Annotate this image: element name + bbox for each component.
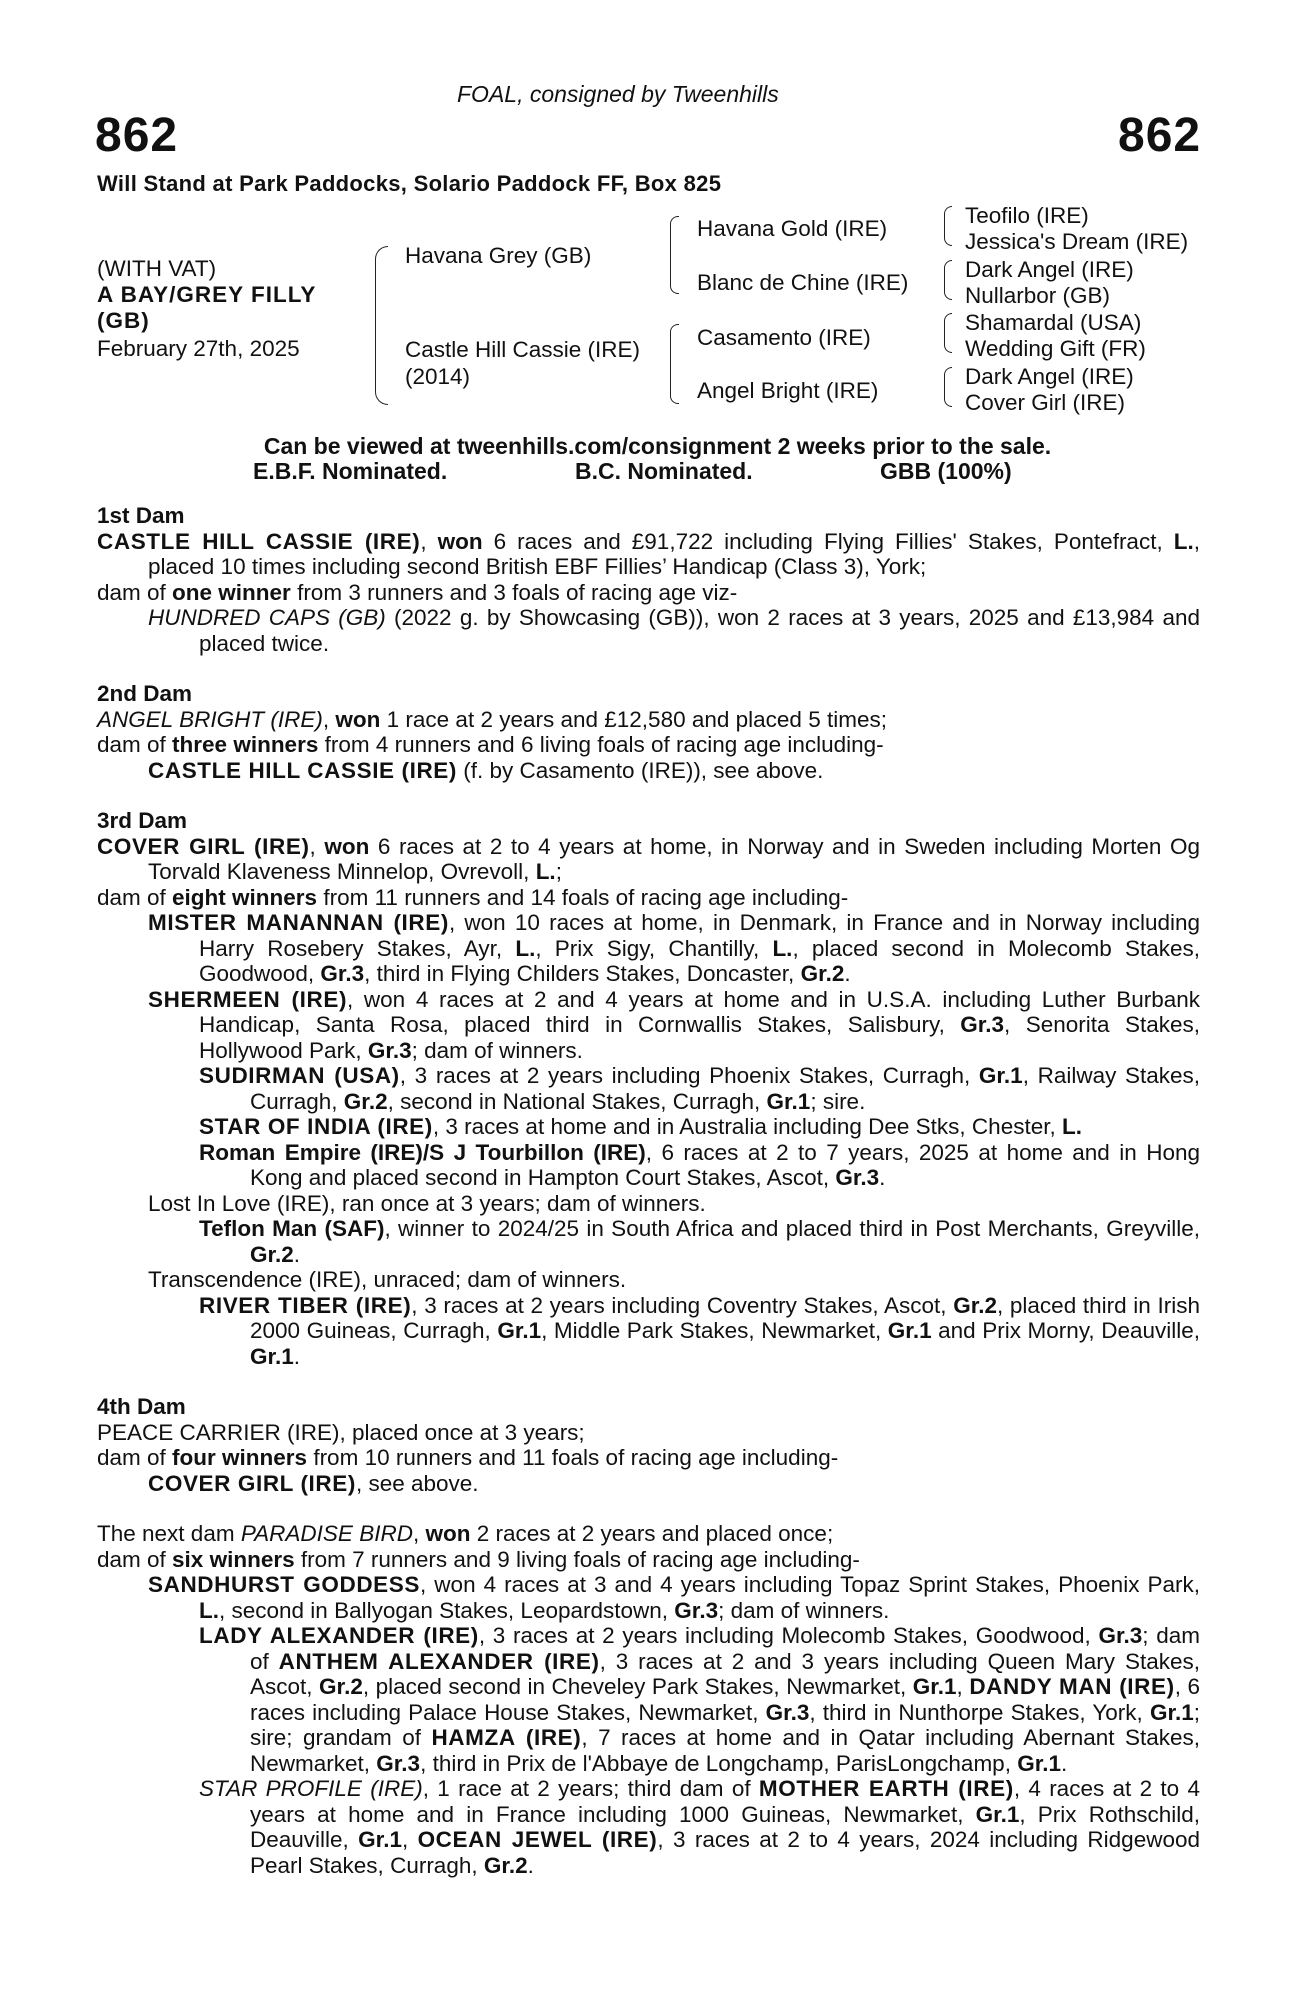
progeny-transcendence: Transcendence (IRE), unraced; dam of winners. <box>148 1267 627 1292</box>
pedigree-dam-sire: Casamento (IRE) <box>697 325 871 350</box>
viewing-note: Can be viewed at tweenhills.com/consignment 2 weeks prior to the sale. <box>263 433 1052 459</box>
progeny-teflon-man: Teflon Man (SAF), winner to 2024/25 in South Africa and placed third in Post Merchants, Greyville, Gr.2. <box>199 1216 1201 1267</box>
pedigree-brace-g2 <box>944 260 952 300</box>
foaling-date: February 27th, 2025 <box>97 336 300 361</box>
pedigree-dam: Castle Hill Cassie (IRE) <box>405 337 641 362</box>
consignor-title: FOAL, consigned by Tweenhills <box>457 81 779 107</box>
progeny-star-profile: STAR PROFILE (IRE), 1 race at 2 years; third dam of MOTHER EARTH (IRE), 4 races at 2 to 4 years at home and in France including 1000 Guineas, Newmarket, Gr.1, Prix Rothschild, Deauville, Gr.1, OCEAN JEWEL (IRE), 3 races at 2 to 4 years, 2024 including Ridgewood Pearl Stakes, Curragh, Gr.2. <box>199 1776 1201 1878</box>
pedigree-g4: Nullarbor (GB) <box>965 283 1111 308</box>
lot-number-right: 862 <box>1118 109 1202 162</box>
progeny-roman-empire: Roman Empire (IRE)/S J Tourbillon (IRE), 6 races at 2 to 7 years, 2025 at home and in Hong Kong and placed second in Hampton Court Stakes, Ascot, Gr.3. <box>199 1139 1200 1190</box>
progeny-sandhurst-goddess: SANDHURST GODDESS, won 4 races at 3 and 4 years including Topaz Sprint Stakes, Phoenix Park, L., second in Ballyogan Stakes, Leopardstown, Gr.3; dam of winners. <box>148 1572 1200 1623</box>
progeny-shermeen: SHERMEEN (IRE), won 4 races at 2 and 4 years at home and in U.S.A. including Luther Burbank Handicap, Santa Rosa, placed third in Cornwallis Stakes, Salisbury, Gr.3, Senorita Stakes, Hollywood Park, Gr.3; dam of winners. <box>148 986 1200 1063</box>
pedigree-brace-g3 <box>944 313 952 353</box>
first-dam-progeny: HUNDRED CAPS (GB) (2022 g. by Showcasing (GB)), won 2 races at 3 years, 2025 and £13,984 and placed twice. <box>148 605 1200 656</box>
progeny-river-tiber: RIVER TIBER (IRE), 3 races at 2 years including Coventry Stakes, Ascot, Gr.2, placed third in Irish 2000 Guineas, Curragh, Gr.1, Middle Park Stakes, Newmarket, Gr.1 and Prix Morny, Deauville, Gr.1. <box>199 1292 1201 1369</box>
fourth-dam-heading: 4th Dam <box>97 1394 186 1419</box>
pedigree-g7: Dark Angel (IRE) <box>965 364 1134 389</box>
second-dam-heading: 2nd Dam <box>97 681 193 706</box>
ebf-nomination: E.B.F. Nominated. <box>253 458 448 484</box>
fourth-dam-progeny: COVER GIRL (IRE), see above. <box>148 1470 479 1496</box>
pedigree-dam-year: (2014) <box>405 364 471 389</box>
stand-location: Will Stand at Park Paddocks, Solario Paddock FF, Box 825 <box>97 171 722 196</box>
first-dam-produce-summary: dam of one winner from 3 runners and 3 foals of racing age viz- <box>97 579 738 605</box>
pedigree-g6: Wedding Gift (FR) <box>965 336 1146 361</box>
pedigree-sire-sire: Havana Gold (IRE) <box>697 216 888 241</box>
pedigree-sire: Havana Grey (GB) <box>405 243 592 268</box>
pedigree-brace-g4 <box>944 367 952 407</box>
pedigree-brace-gen1 <box>375 246 388 405</box>
fourth-dam-produce-summary: dam of four winners from 10 runners and 11 foals of racing age including- <box>97 1445 839 1470</box>
second-dam-record: ANGEL BRIGHT (IRE), won 1 race at 2 years and £12,580 and placed 5 times; <box>97 706 887 732</box>
pedigree-g3: Dark Angel (IRE) <box>965 257 1134 282</box>
pedigree-brace-dam <box>670 324 679 404</box>
bc-nomination: B.C. Nominated. <box>575 458 753 484</box>
pedigree-g2: Jessica's Dream (IRE) <box>965 229 1189 254</box>
progeny-mister-manannan: MISTER MANANNAN (IRE), won 10 races at home, in Denmark, in France and in Norway including Harry Rosebery Stakes, Ayr, L., Prix Sigy, Chantilly, L., placed second in Molecomb Stakes, Goodwood, Gr.3, third in Flying Childers Stakes, Doncaster, Gr.2. <box>148 910 1200 986</box>
progeny-lost-in-love: Lost In Love (IRE), ran once at 3 years; dam of winners. <box>148 1190 706 1216</box>
second-dam-produce-summary: dam of three winners from 4 runners and 6 living foals of racing age including- <box>97 732 884 757</box>
pedigree-brace-sire <box>670 216 679 294</box>
pedigree-g1: Teofilo (IRE) <box>965 203 1089 228</box>
progeny-star-of-india: STAR OF INDIA (IRE), 3 races at home and in Australia including Dee Stks, Chester, L. <box>199 1114 1082 1139</box>
vat-note: (WITH VAT) <box>97 256 217 281</box>
gbb-rating: GBB (100%) <box>880 458 1012 484</box>
horse-origin: (GB) <box>97 308 150 333</box>
pedigree-sire-dam: Blanc de Chine (IRE) <box>697 270 909 295</box>
next-dam-record: The next dam PARADISE BIRD, won 2 races at 2 years and placed once; <box>97 1521 834 1546</box>
progeny-sudirman: SUDIRMAN (USA), 3 races at 2 years including Phoenix Stakes, Curragh, Gr.1, Railway Stakes, Curragh, Gr.2, second in National Stakes, Curragh, Gr.1; sire. <box>199 1063 1201 1114</box>
pedigree-g5: Shamardal (USA) <box>965 310 1142 335</box>
pedigree-g8: Cover Girl (IRE) <box>965 390 1126 415</box>
next-dam-produce-summary: dam of six winners from 7 runners and 9 living foals of racing age including- <box>97 1546 860 1572</box>
pedigree-brace-g1 <box>944 206 952 246</box>
third-dam-produce-summary: dam of eight winners from 11 runners and 14 foals of racing age including- <box>97 884 849 910</box>
first-dam-record: CASTLE HILL CASSIE (IRE), won 6 races and £91,722 including Flying Fillies' Stakes, Pontefract, L., placed 10 times including second British EBF Fillies’ Handicap (Class 3), York; <box>97 528 1200 579</box>
horse-description: A BAY/GREY FILLY <box>97 282 317 307</box>
progeny-lady-alexander: LADY ALEXANDER (IRE), 3 races at 2 years including Molecomb Stakes, Goodwood, Gr.3; dam of ANTHEM ALEXANDER (IRE), 3 races at 2 and 3 years including Queen Mary Stakes, Ascot, Gr.2, placed second in Cheveley Park Stakes, Newmarket, Gr.1, DANDY MAN (IRE), 6 races including Palace House Stakes, Newmarket, Gr.3, third in Nunthorpe Stakes, York, Gr.1; sire; grandam of HAMZA (IRE), 7 races at home and in Qatar including Abernant Stakes, Newmarket, Gr.3, third in Prix de l'Abbaye de Longchamp, ParisLongchamp, Gr.1. <box>199 1623 1200 1776</box>
fourth-dam-record: PEACE CARRIER (IRE), placed once at 3 years; <box>97 1419 585 1445</box>
third-dam-heading: 3rd Dam <box>97 808 188 833</box>
pedigree-dam-dam: Angel Bright (IRE) <box>697 378 879 403</box>
first-dam-heading: 1st Dam <box>97 503 185 528</box>
second-dam-progeny: CASTLE HILL CASSIE (IRE) (f. by Casamento (IRE)), see above. <box>148 757 824 783</box>
lot-number-left: 862 <box>95 109 179 162</box>
third-dam-record: COVER GIRL (IRE), won 6 races at 2 to 4 years at home, in Norway and in Sweden including Morten Og Torvald Klaveness Minnelop, Ovrevoll, L.; <box>97 833 1200 884</box>
dam-produce-record <box>97 503 1200 1878</box>
